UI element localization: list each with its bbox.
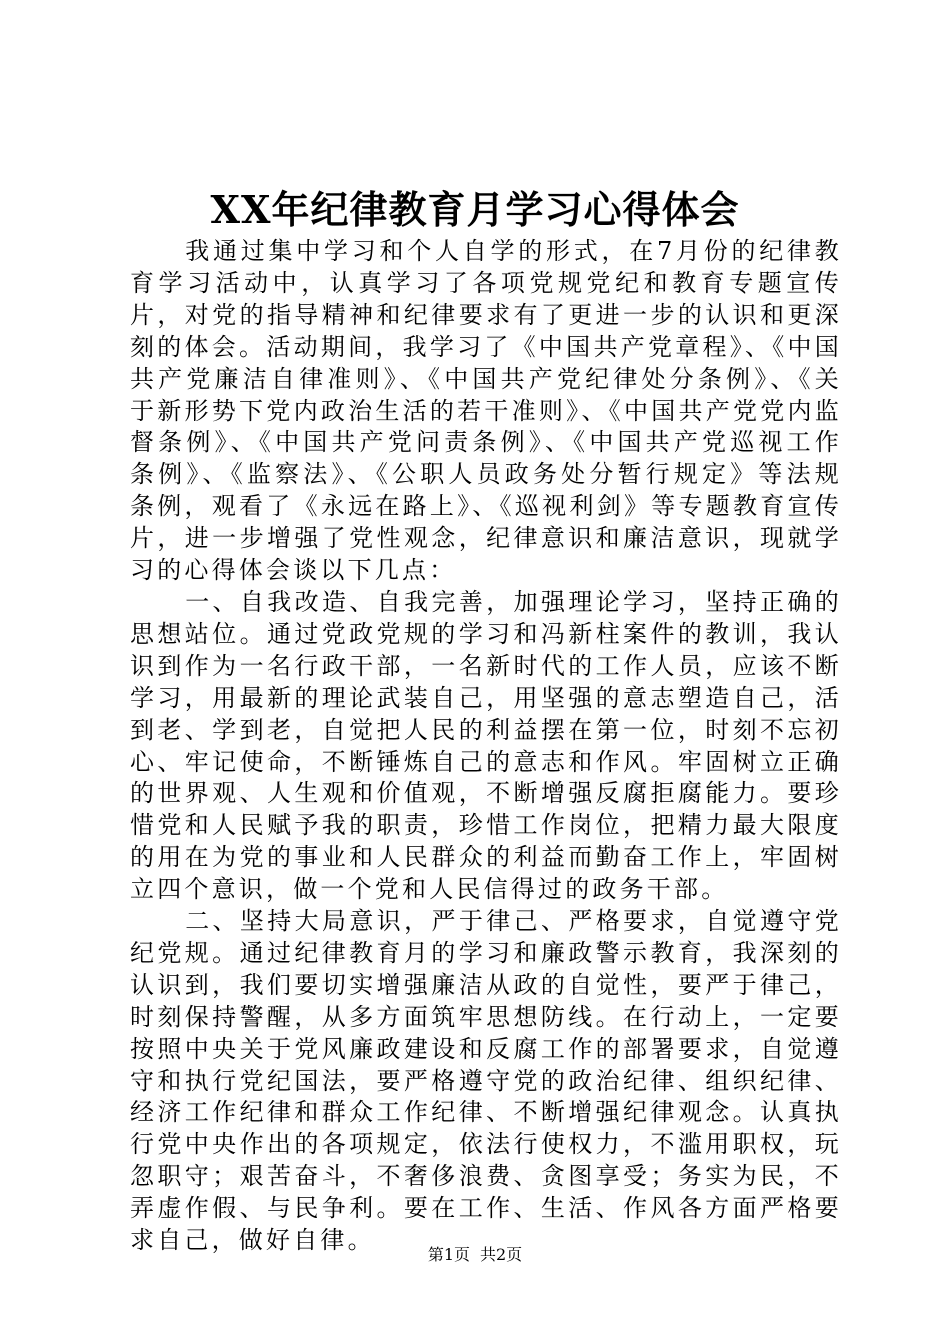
paragraph-point-one: 一、自我改造、自我完善，加强理论学习，坚持正确的思想站位。通过党政党规的学习和冯新柱案件的教训，我认识到作为一名行政干部，一名新时代的工作人员，应该不断学习，用最新的理论武装自己，用坚强的意志塑造自己，活到老、学到老，自觉把人民的利益摆在第一位，时刻不忘初心、牢记使命，不断锤炼自己的意志和作风。牢固树立正确的世界观、人生观和价值观，不断增强反腐拒腐能力。要珍惜党和人民赋予我的职责，珍惜工作岗位，把精力最大限度的用在为党的事业和人民群众的利益而勤奋工作上，牢固树立四个意识，做一个党和人民信得过的政务干部。 <box>130 587 842 904</box>
page-number-total: 共2页 <box>480 1245 523 1264</box>
page-number-current: 第1页 <box>427 1245 470 1264</box>
document-body <box>130 236 842 1257</box>
paragraph-point-two: 二、坚持大局意识，严于律己、严格要求，自觉遵守党纪党规。通过纪律教育月的学习和廉政警示教育，我深刻的认识到，我们要切实增强廉洁从政的自觉性，要严于律己，时刻保持警醒，从多方面筑牢思想防线。在行动上，一定要按照中央关于党风廉政建设和反腐工作的部署要求，自觉遵守和执行党纪国法，要严格遵守党的政治纪律、组织纪律、经济工作纪律和群众工作纪律、不断增强纪律观念。认真执行党中央作出的各项规定，依法行使权力，不滥用职权，玩忽职守；艰苦奋斗，不奢侈浪费、贪图享受；务实为民，不弄虚作假、与民争利。要在工作、生活、作风各方面严格要求自己，做好自律。 <box>130 907 842 1255</box>
page-footer <box>0 1243 950 1267</box>
paragraph-intro: 我通过集中学习和个人自学的形式，在7月份的纪律教育学习活动中，认真学习了各项党规党纪和教育专题宣传片，对党的指导精神和纪律要求有了更进一步的认识和更深刻的体会。活动期间，我学习了《中国共产党章程》、《中国共产党廉洁自律准则》、《中国共产党纪律处分条例》、《关于新形势下党内政治生活的若干准则》、《中国共产党党内监督条例》、《中国共产党问责条例》、《中国共产党巡视工作条例》、《监察法》、《公职人员政务处分暂行规定》等法规条例，观看了《永远在路上》、《巡视利剑》等专题教育宣传片，进一步增强了党性观念，纪律意识和廉洁意识，现就学习的心得体会谈以下几点： <box>130 237 842 585</box>
document-title: XX年纪律教育月学习心得体会 <box>210 187 740 232</box>
